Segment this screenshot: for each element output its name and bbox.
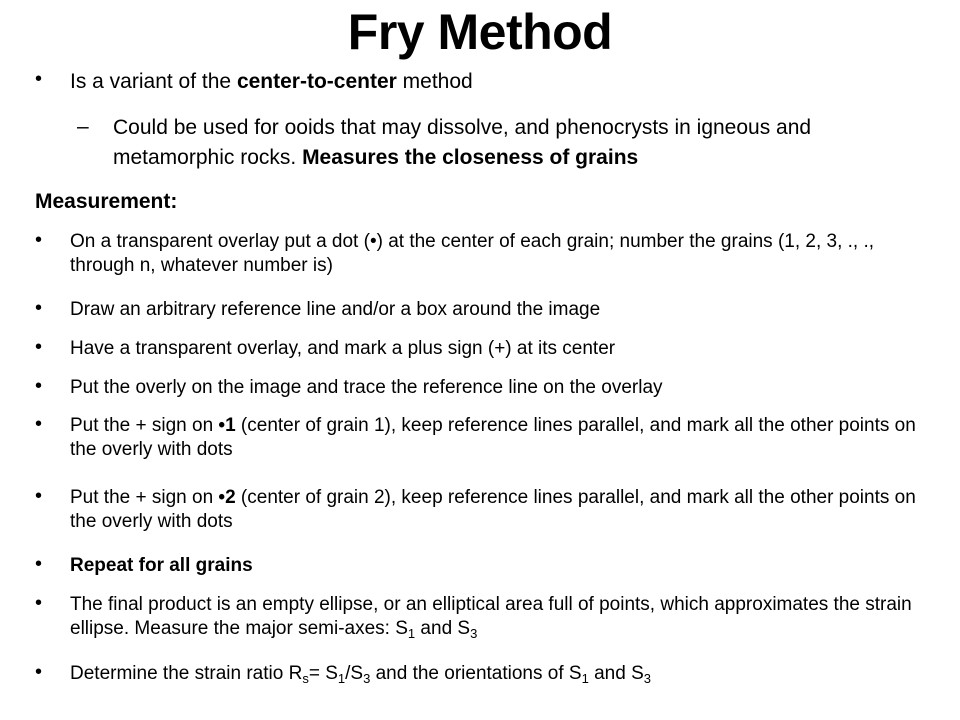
grain-1-reference: •1 (218, 415, 236, 436)
bullet-dot: • (35, 553, 43, 575)
step-text-part: and S (415, 618, 471, 639)
intro-bold: center-to-center (236, 70, 397, 93)
intro-text (70, 68, 930, 95)
step-text: Repeat for all grains (70, 555, 253, 576)
sub-point-text (113, 113, 913, 173)
bullet-dot: • (35, 229, 43, 251)
measurement-heading: Measurement: (35, 190, 178, 213)
grain-dot-symbol: • (369, 231, 377, 252)
subscript: 1 (407, 626, 416, 641)
step-text-part: Determine the strain ratio R (70, 663, 303, 684)
bullet-dot: • (35, 661, 43, 683)
sub-point-bold: Measures the closeness of grains (302, 146, 639, 169)
intro-text-before: Is a variant of the (70, 70, 237, 93)
bullet-dot: • (35, 413, 43, 435)
bullet-dot: • (35, 375, 43, 397)
step-text-part: and the orientations of S (370, 663, 582, 684)
bullet-dot: • (35, 336, 43, 358)
step-text-part: The final product is an empty ellipse, or an elliptical area full of points, which approximates the strain ellipse. Measure the major semi-axes: S (70, 594, 912, 639)
bullet-dot: • (35, 592, 43, 614)
bullet-dot: • (35, 68, 43, 90)
step-text: Put the overly on the image and trace the reference line on the overlay (70, 377, 663, 398)
subscript: 3 (643, 671, 651, 686)
step-text: Have a transparent overlay, and mark a plus sign (+) at its center (70, 338, 616, 359)
intro-text-after: method (396, 70, 473, 93)
step-text (70, 230, 900, 278)
subscript: 3 (470, 626, 478, 641)
subscript: s (302, 671, 309, 686)
bullet-dot: • (35, 485, 43, 507)
step-text-part: and S (588, 663, 644, 684)
step-text-part: On a transparent overlay put a dot ( (70, 231, 370, 252)
sub-point-plain: Could be used for ooids that may dissolve, and phenocrysts in igneous and metamorphic rocks. (113, 116, 812, 169)
slide-title: Fry Method (347, 4, 613, 60)
step-text-part: Put the + sign on (70, 415, 219, 436)
subscript: 1 (337, 671, 346, 686)
bullet-dot: • (35, 297, 43, 319)
grain-2-reference: •2 (218, 487, 236, 508)
subscript: 1 (581, 671, 589, 686)
step-text (70, 414, 920, 462)
step-text (70, 486, 920, 534)
step-text-part: ) at the center of each grain; number the grains (1, 2, 3, ., ., through n, whatever number is) (70, 231, 875, 276)
step-text-part: (center of grain 1), keep reference lines parallel, and mark all the other points on the overly with dots (70, 415, 916, 460)
step-text-part: (center of grain 2), keep reference lines parallel, and mark all the other points on the overly with dots (70, 487, 916, 532)
step-text-part: Put the + sign on (70, 487, 219, 508)
step-text-part: = S (308, 663, 338, 684)
step-text (70, 593, 915, 641)
subscript: 3 (363, 671, 371, 686)
step-text: Draw an arbitrary reference line and/or a box around the image (70, 299, 601, 320)
step-text-part: /S (345, 663, 364, 684)
sub-point-dash: – (77, 115, 89, 138)
step-text (70, 662, 930, 686)
